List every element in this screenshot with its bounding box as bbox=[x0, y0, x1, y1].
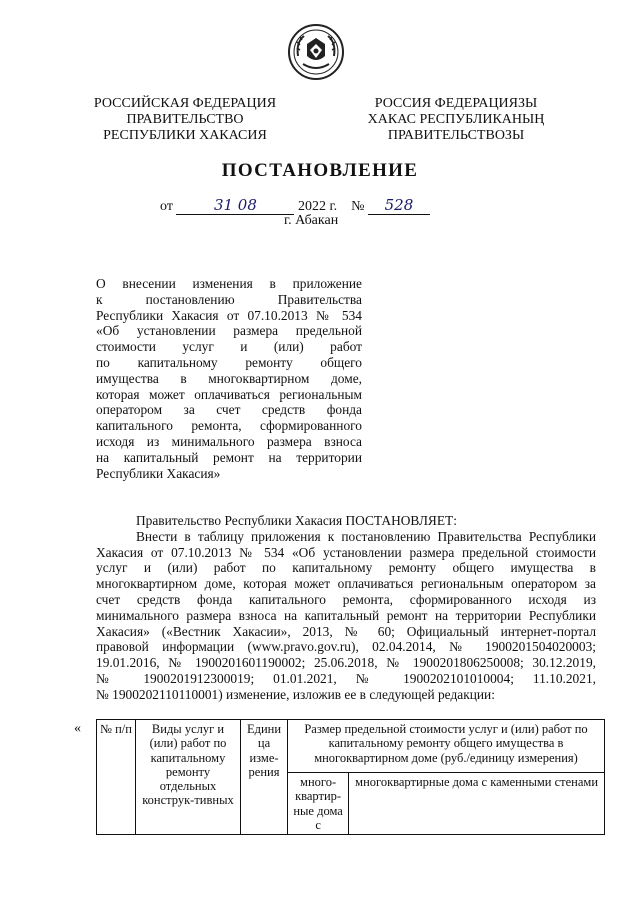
subject-line: которая может оплачиваться региональным bbox=[96, 386, 362, 402]
header-right-line: РОССИЯ ФЕДЕРАЦИЯЗЫ bbox=[374, 96, 538, 111]
header-unit: Едини ца изме-рения bbox=[241, 720, 288, 835]
number-handwritten: 528 bbox=[368, 196, 430, 215]
header-left-block bbox=[80, 96, 290, 144]
body-line: 19.01.2016, № 1900201601190002; 25.06.2018, № 1900201806250008; 30.12.2019, bbox=[96, 655, 596, 671]
header-right-line: ПРАВИТЕЛЬСТВОЗЫ bbox=[387, 128, 525, 143]
body-line: счет средств фонда капитального ремонта, сформированного исходя из bbox=[96, 591, 596, 607]
body-line: Внести в таблицу приложения к постановлению Правительства Республики bbox=[136, 528, 596, 544]
header-right-block bbox=[356, 96, 556, 144]
subject-block bbox=[96, 276, 362, 481]
date-year: 2022 г. bbox=[297, 199, 338, 214]
date-handwritten: 31 08 bbox=[176, 196, 294, 215]
body-line: Правительство Республики Хакасия ПОСТАНОВЛЯЕТ: bbox=[136, 513, 457, 528]
body-line: № 1900201912300019; 01.01.2021, № 1900202101010004; 11.10.2021, bbox=[96, 670, 596, 686]
cost-table bbox=[96, 719, 605, 835]
header-num: № п/п bbox=[97, 720, 136, 835]
header-left-line: РЕСПУБЛИКИ ХАКАСИЯ bbox=[103, 128, 267, 143]
number-sign: № bbox=[351, 199, 365, 214]
header-services: Виды услуг и (или) работ по капитальному ремонту отдельных конструк-тивных bbox=[136, 720, 241, 835]
date-prefix: от bbox=[160, 199, 173, 214]
header-sub-2: многоквартирные дома с каменными стенами bbox=[349, 773, 605, 835]
subject-line: «Об установлении размера предельной bbox=[96, 323, 362, 339]
subject-line: оператором за счет средств фонда bbox=[96, 402, 362, 418]
body-line: Хакасия от 07.10.2013 № 534 «Об установлении размера предельной стоимости bbox=[96, 544, 596, 560]
body-line: правовой информации (www.pravo.gov.ru), 02.04.2014, № 1900201504020003; bbox=[96, 639, 596, 655]
subject-line: на капитальный ремонт на территории bbox=[96, 449, 362, 465]
header-left-line: ПРАВИТЕЛЬСТВО bbox=[126, 112, 244, 127]
body-line: минимального размера взноса на капитальный ремонт на территории Республики bbox=[96, 607, 596, 623]
header-left-line: РОССИЙСКАЯ ФЕДЕРАЦИЯ bbox=[93, 96, 277, 111]
subject-line: по капитальному ремонту общего bbox=[96, 354, 362, 370]
subject-line: Республики Хакасия от 07.10.2013 № 534 bbox=[96, 307, 362, 323]
city-name: г. Абакан bbox=[284, 213, 339, 228]
subject-line: исходя из минимального размера взноса bbox=[96, 433, 362, 449]
subject-line: стоимости услуг и (или) работ bbox=[96, 339, 362, 355]
coat-of-arms-emblem bbox=[286, 22, 346, 82]
body-line: Хакасия» («Вестник Хакасии», 2013, № 60; Официальный интернет-портал bbox=[96, 623, 596, 639]
opening-quote: « bbox=[74, 721, 81, 736]
body-text bbox=[96, 513, 596, 703]
body-line: услуг и (или) работ по капитальному ремонту общего имущества в bbox=[96, 560, 596, 576]
subject-line: имущества в многоквартирном доме, bbox=[96, 370, 362, 386]
header-size: Размер предельной стоимости услуг и (или) работ по капитальному ремонту общего имущества в многоквартирном доме (руб./единицу измерения) bbox=[288, 720, 605, 773]
subject-line: к постановлению Правительства bbox=[96, 291, 362, 307]
document-title: ПОСТАНОВЛЕНИЕ bbox=[221, 160, 419, 181]
header-right-line: ХАКАС РЕСПУБЛИКАНЫҢ bbox=[367, 112, 545, 127]
subject-line: Республики Хакасия» bbox=[96, 465, 221, 481]
header-sub-1: много-квартир-ные дома с bbox=[288, 773, 349, 835]
subject-line: капитального ремонта, сформированного bbox=[96, 418, 362, 434]
body-line: № 1900202110110001) изменение, изложив ее в следующей редакции: bbox=[96, 686, 495, 702]
body-line: многоквартирном доме, которая может оплачиваться региональным оператором за bbox=[96, 576, 596, 592]
subject-line: О внесении изменения в приложение bbox=[96, 276, 362, 291]
